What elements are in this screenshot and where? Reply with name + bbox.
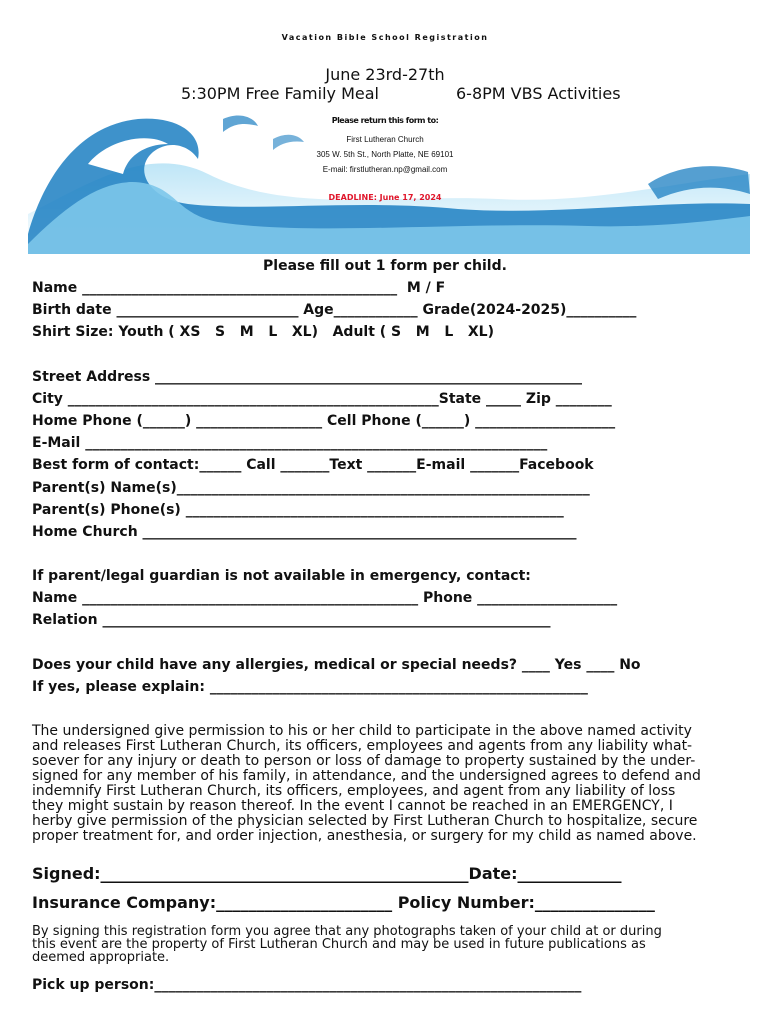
church-address: 305 W. 5th St., North Platte, NE 69101 bbox=[316, 150, 454, 159]
street-address-field[interactable]: Street Address _____________________________________________________________ bbox=[32, 369, 583, 385]
permission-line: and releases First Lutheran Church, its officers, employees and agents from any liability what- bbox=[32, 738, 693, 754]
city-state-zip-fields[interactable]: City _____________________________________________________State _____ Zip ________ bbox=[32, 391, 612, 407]
allergies-question[interactable]: Does your child have any allergies, medical or special needs? ____ Yes ____ No bbox=[32, 657, 641, 673]
photo-notice-line: this event are the property of First Lutheran Church and may be used in future publications as bbox=[32, 937, 646, 952]
insurance-fields[interactable]: Insurance Company:______________________ Policy Number:_______________ bbox=[32, 893, 655, 912]
permission-line: proper treatment for, and order injection, anesthesia, or surgery for my child as named above. bbox=[32, 828, 697, 844]
church-email: E-mail: firstlutheran.np@gmail.com bbox=[322, 165, 448, 174]
permission-line: soever for any injury or death to person or loss of damage to property sustained by the under- bbox=[32, 753, 696, 769]
meal-time: 5:30PM Free Family Meal bbox=[181, 84, 379, 103]
emergency-name-phone-fields[interactable]: Name ________________________________________________ Phone ____________________ bbox=[32, 590, 618, 606]
parent-phones-field[interactable]: Parent(s) Phone(s) ______________________________________________________ bbox=[32, 502, 564, 518]
relation-field[interactable]: Relation ________________________________________________________________ bbox=[32, 612, 551, 628]
email-field[interactable]: E-Mail __________________________________________________________________ bbox=[32, 435, 548, 451]
photo-notice-line: deemed appropriate. bbox=[32, 950, 170, 965]
signature-date-fields[interactable]: Signed:______________________________________________Date:_____________ bbox=[32, 864, 622, 883]
photo-notice-line: By signing this registration form you agree that any photographs taken of your child at or during bbox=[32, 924, 662, 939]
birth-age-grade-fields[interactable]: Birth date __________________________ Age____________ Grade(2024-2025)__________ bbox=[32, 302, 637, 318]
explain-field[interactable]: If yes, please explain: ______________________________________________________ bbox=[32, 679, 588, 695]
permission-line: The undersigned give permission to his or her child to participate in the above named activity bbox=[32, 723, 692, 739]
permission-line: signed for any member of his family, in attendance, and the undersigned agrees to defend and bbox=[32, 768, 701, 784]
contact-preference-field[interactable]: Best form of contact:______ Call _______Text _______E-mail _______Facebook bbox=[32, 457, 594, 473]
permission-line: herby give permission of the physician selected by First Lutheran Church to hospitalize, secure bbox=[32, 813, 698, 829]
event-dates: June 23rd-27th bbox=[325, 65, 445, 84]
wave-banner-image bbox=[28, 104, 750, 254]
deadline: DEADLINE: June 17, 2024 bbox=[328, 193, 442, 202]
home-church-field[interactable]: Home Church ______________________________________________________________ bbox=[32, 524, 577, 540]
form-instruction: Please fill out 1 form per child. bbox=[263, 258, 507, 274]
name-field[interactable]: Name _____________________________________________ M / F bbox=[32, 280, 446, 296]
church-name: First Lutheran Church bbox=[346, 135, 424, 144]
permission-line: they might sustain by reason thereof. In the event I cannot be reached in an EMERGENCY, I bbox=[32, 798, 673, 814]
pickup-person-field[interactable]: Pick up person:_____________________________________________________________ bbox=[32, 977, 582, 993]
activities-time: 6-8PM VBS Activities bbox=[456, 84, 621, 103]
shirt-size-field[interactable]: Shirt Size: Youth ( XS S M L XL) Adult ( S M L XL) bbox=[32, 324, 494, 340]
emergency-heading: If parent/legal guardian is not available in emergency, contact: bbox=[32, 568, 531, 584]
phone-fields[interactable]: Home Phone (______) __________________ Cell Phone (______) ____________________ bbox=[32, 413, 616, 429]
permission-line: indemnify First Lutheran Church, its officers, employees, and agent from any liability of loss bbox=[32, 783, 676, 799]
form-title: Vacation Bible School Registration bbox=[281, 33, 489, 42]
parent-names-field[interactable]: Parent(s) Name(s)___________________________________________________________ bbox=[32, 480, 590, 496]
return-heading: Please return this form to: bbox=[331, 116, 439, 125]
